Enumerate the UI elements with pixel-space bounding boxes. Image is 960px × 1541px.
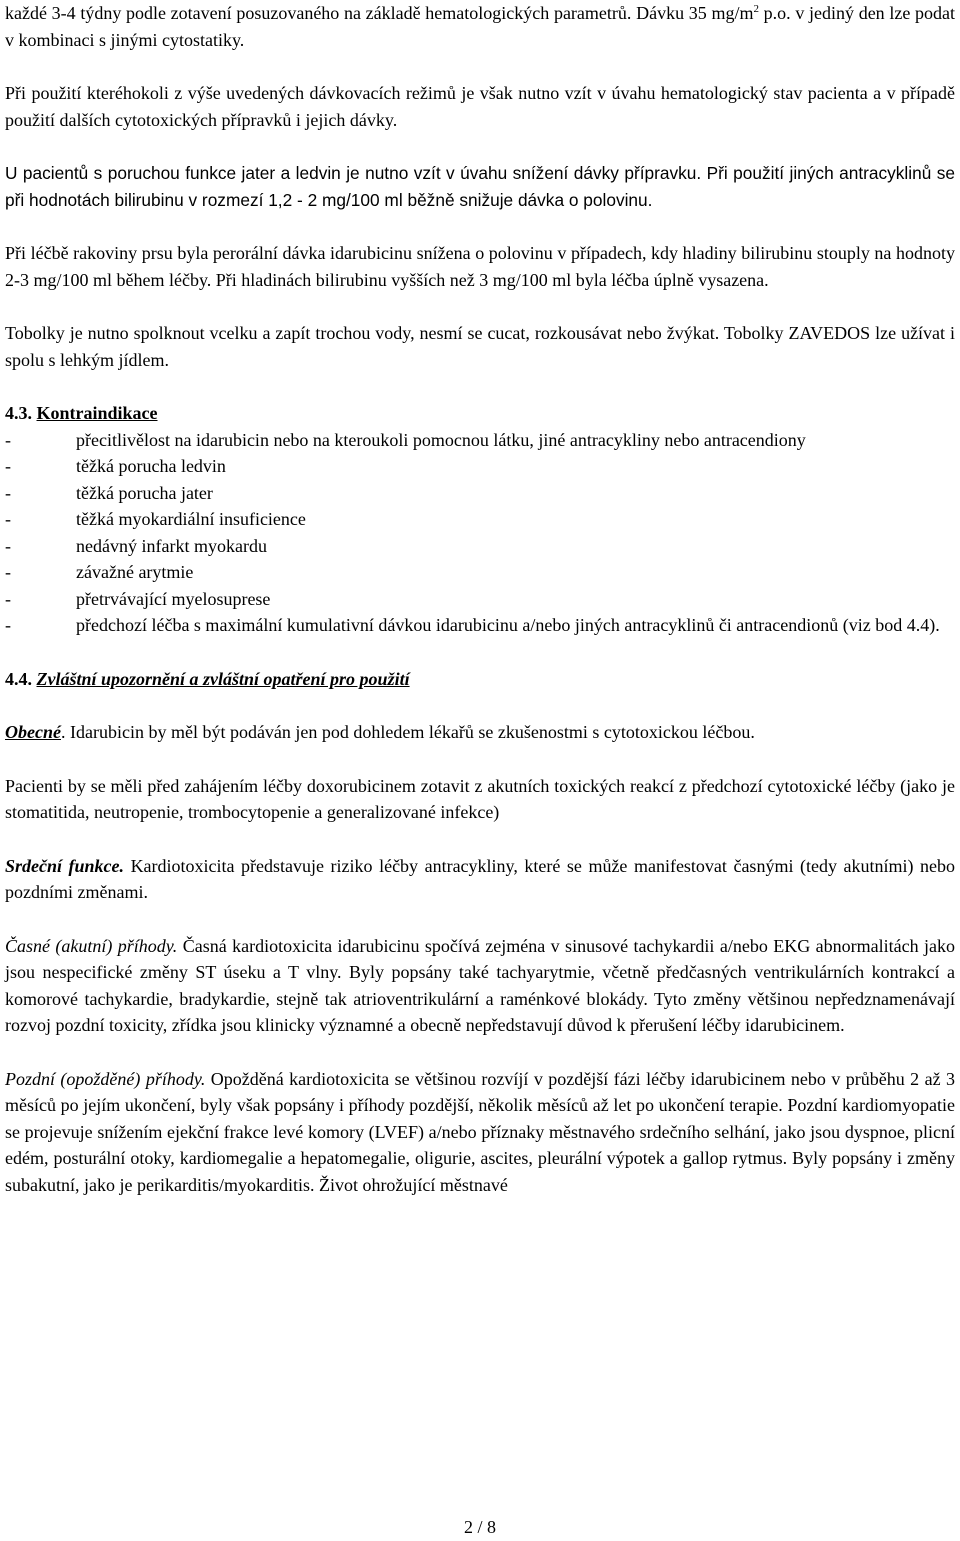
paragraph-recovery: Pacienti by se měli před zahájením léčby doxorubicinem zotavit z akutních toxických reakcí z předchozí cytotoxické léčby (jako je stomatitida, neutropenie, trombocytopenie a generalizované infekce) (5, 775, 955, 822)
paragraph-cardiac-function: Srdeční funkce. Kardiotoxicita představuje riziko léčby antracykliny, které se může manifestovat časnými (tedy akutními) nebo pozdními změnami. (5, 855, 955, 902)
paragraph-dosing-regimens: Při použití kteréhokoli z výše uvedených dávkovacích režimů je však nutno vzít v úvahu hematologický stav pacienta a v případě použití dalších cytotoxických přípravků i jejich dávky. (5, 83, 955, 130)
list-item: - těžká porucha jater (5, 482, 213, 503)
list-item: - těžká myokardiální insuficience (5, 509, 306, 529)
list-item: - přecitlivělost na idarubicin nebo na kteroukoli pomocnou látku, jiné antracykliny nebo antracendiony (5, 429, 806, 450)
dosage-continuation (5, 0, 955, 53)
contraindications-list (5, 427, 955, 639)
breast-cancer-sentence: Při léčbě rakoviny prsu byla perorální dávka idarubicinu snížena o polovinu v případech, kdy hladiny bilirubinu stouply na hodnoty 2-3 mg/100 ml během léčby. (5, 243, 955, 290)
paragraph-hepatic-renal (5, 160, 955, 213)
paragraph-general: Obecné. Idarubicin by měl být podáván jen pod dohledem lékařů se zkušenostmi s cytotoxickou léčbou. (5, 722, 755, 742)
page-number: 2 / 8 (463, 1517, 496, 1537)
cardiac-function-label: Srdeční funkce. (5, 855, 125, 876)
list-item: - přetrvávající myelosuprese (5, 588, 271, 609)
list-item: - závažné arytmie (5, 562, 194, 582)
dosage-unit-exponent: 2 (753, 3, 759, 15)
paragraph-breast-cancer (5, 240, 955, 293)
bilirubin-sentence: Při použití jiných antracyklinů se při hodnotách bilirubinu v rozmezí 1,2 - 2 mg/100 ml běžně snižuje dávka o polovinu. (5, 163, 955, 210)
paragraph-early-events: Časné (akutní) příhody. Časná kardiotoxicita idarubicinu spočívá zejména v sinusové tachykardii a/nebo EKG abnormalitách jako jsou nespecifické změny ST úseku a T vlny. Byly popsány také tachyarytmie, včetně předčasných ventrikulárních kontrakcí a komorové tachykardie, bradykardie, stejně tak atrioventrikulární a raménkové blokády. Tyto změny většinou nepředznamenávají rozvoj pozdní toxicity, zřídka jsou klinicky významné a obecně nepředstavují důvod k přerušení léčby idarubicinem. (5, 935, 955, 1035)
section-title: Kontraindikace (36, 403, 158, 423)
section-number: 4.3. (5, 403, 32, 423)
hepatic-renal-sentence: U pacientů s poruchou funkce jater a ledvin je nutno vzít v úvahu snížení dávky přípravku. (5, 163, 702, 183)
section-title: Zvláštní upozornění a zvláštní opatření pro použití (36, 668, 410, 689)
dosage-line-1: každé 3-4 týdny podle zotavení posuzovaného na základě hematologických parametrů. Dávku 35 (5, 3, 707, 23)
list-item: - předchozí léčba s maximální kumulativní dávkou idarubicinu a/nebo jiných antracyklinů či antracendionů (viz bod 4.4). (5, 615, 940, 635)
late-events-label: Pozdní (opožděné) příhody. (5, 1068, 206, 1089)
general-label: Obecné (5, 722, 61, 742)
list-item: - těžká porucha ledvin (5, 456, 226, 476)
paragraph-late-events: Pozdní (opožděné) příhody. Opožděná kardiotoxicita se většinou rozvíjí v pozdější fázi léčby idarubicinem nebo v průběhu 2 až 3 měsíců po jejím ukončení, byly však popsány i příhody pozdější, několik měsíců až let po ukončení terapie. Pozdní kardiomyopatie se projevuje snížením ejekční frakce levé komory (LVEF) a/nebo příznaky městnavého srdečního selhání, jako jsou dyspnoe, plicní edém, posturální otoky, kardiomegalie a hepatomegalie, oligurie, ascites, pleurální výpotek a gallop rytmus. Byly popsány i změny subakutní, jako je perikarditis/myokarditis. Život ohrožující městnavé (5, 1068, 955, 1195)
section-heading-4-3 (5, 400, 955, 427)
bilirubin-withdrawal-sentence: Při hladinách bilirubinu vyšších než 3 mg/100 ml byla léčba úplně vysazena. (211, 269, 769, 290)
list-item: - nedávný infarkt myokardu (5, 535, 267, 556)
section-heading-4-4 (5, 666, 955, 693)
dosage-line-2: p.o. v jediný den lze podat v kombinaci s jinými cytostatiky. (5, 3, 956, 50)
paragraph-capsules: Tobolky je nutno spolknout vcelku a zapít trochou vody, nesmí se cucat, rozkousávat nebo žvýkat. Tobolky ZAVEDOS lze užívat i spolu s lehkým jídlem. (5, 323, 955, 370)
dosage-unit: mg/m (711, 3, 754, 23)
section-number: 4.4. (5, 668, 32, 689)
early-events-label: Časné (akutní) příhody. (5, 935, 178, 956)
document-page (5, 0, 955, 1198)
